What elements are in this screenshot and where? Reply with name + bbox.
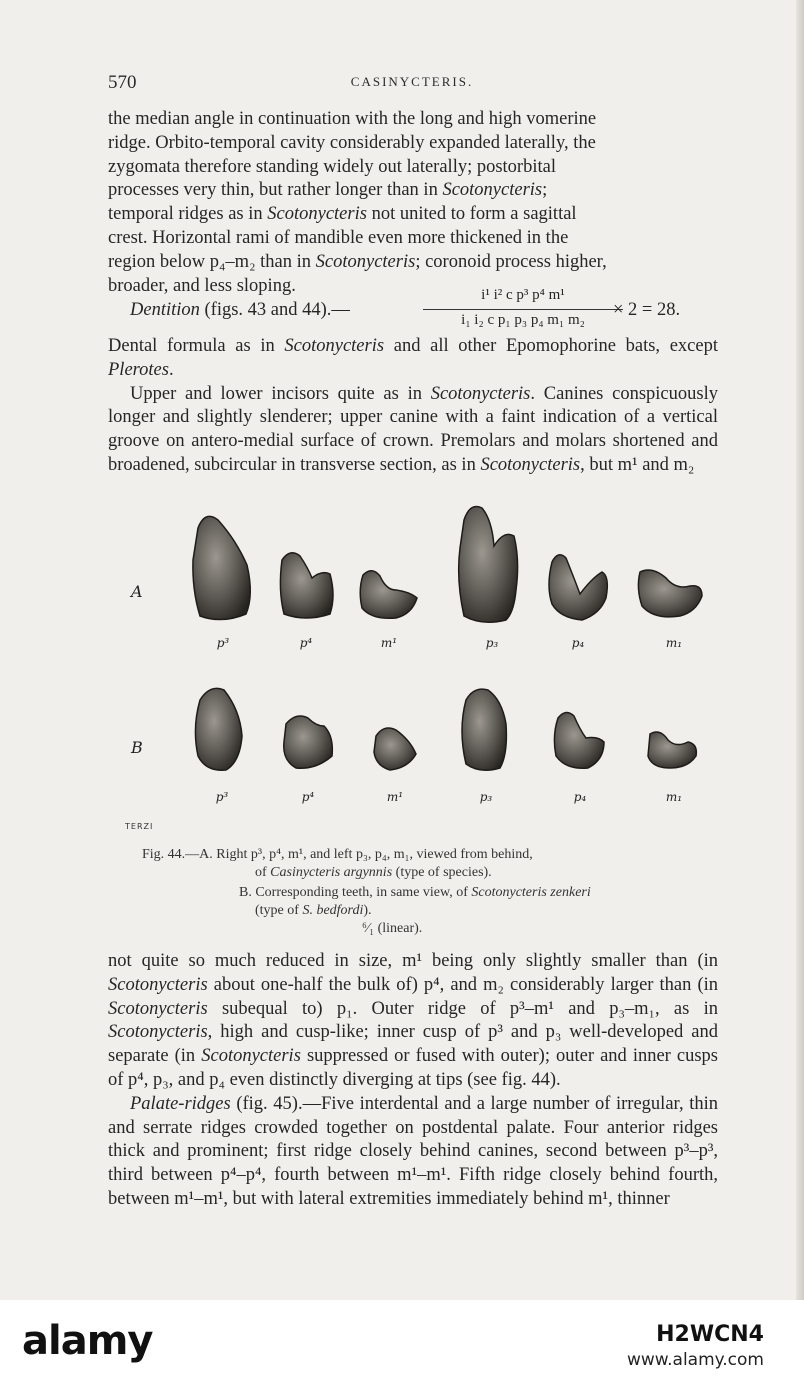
tooth-b-p3 [195,688,242,770]
tooth-label: m¹ [386,790,404,804]
page-number: 570 [108,72,137,93]
text-line: broader, and less sloping. [108,275,296,296]
tooth-label: p⁴ [301,790,315,804]
tooth-label: m¹ [380,636,398,650]
image-id: H2WCN4 [656,1322,764,1347]
tooth-a-m1-lower [638,570,702,617]
figure-caption-line: (type of S. bedfordi). [255,903,372,918]
artist-signature: TERZI [125,822,154,831]
figure-caption-line: of Casinycteris argynnis (type of species). [255,865,492,880]
row-label-b: B [131,738,143,757]
text-line: the median angle in continuation with the long and high vomerine [108,109,597,129]
tooth-a-p4 [280,553,333,618]
tooth-label: p₃ [485,636,499,650]
tooth-b-m1-lower [648,732,696,768]
tooth-label: p³ [215,790,229,804]
site-url: www.alamy.com [626,1350,764,1370]
formula-numerator: i¹ i² c p³ p⁴ m¹ [481,287,565,303]
text-line: region below p₄–m₂ than in Scotonycteris; coronoid process higher, [108,251,607,272]
text-line: ridge. Orbito-temporal cavity considerably expanded laterally, the [108,132,596,153]
tooth-a-p3 [193,516,250,619]
tooth-b-p4 [284,716,333,768]
figure-caption-line: Fig. 44.—A. Right p³, p⁴, m¹, and left p₃, p₄, m₁, viewed from behind, [142,847,533,862]
text-line: processes very thin, but rather longer than in Scotonycteris; [108,180,548,201]
tooth-label: p³ [216,636,230,650]
paragraph-dental-formula: Dental formula as in Scotonycteris and all other Epomophorine bats, except Plerotes. Upper and lower incisors quite as in Scotonycteris. Canines conspicuously longer and slightly slenderer; upper canine with a faint indication of a vertical groove on antero-medial surface of crown. Premolars and molars shortened and broadened, subcircular in transverse section, as in Scotonycteris, but m¹ and m₂ [108,336,718,475]
text-line: crest. Horizontal rami of mandible even more thickened in the [108,227,569,248]
tooth-label: p⁴ [299,636,313,650]
formula-label: Dentition (figs. 43 and 44).— [130,300,350,320]
alamy-logo: alamy [22,1318,153,1364]
figure-caption-line: ⁶⁄₁ (linear). [362,921,423,936]
tooth-label: p₄ [571,636,585,650]
tooth-a-m1 [360,571,417,619]
tooth-b-p3-lower [462,689,506,770]
tooth-b-p4-lower [554,712,604,768]
tooth-label: p₃ [479,790,493,804]
paragraph-teeth: not quite so much reduced in size, m¹ being only slightly smaller than (in Scotonycteris about one-half the bulk of) p⁴, and m₂ considerably larger than (in Scotonycteris subequal to) p₁. Outer ridge of p³–m¹ and p₃–m₁, as in Scotonycteris, high and cusp-like; inner cusp of p³ and p₃ well-developed and separate (in Scotonycteris suppressed or fused with outer); outer and inner cusps of p⁴, p₃, and p₄ even distinctly diverging at tips (see fig. 44). Palate-ridges (fig. 45).—Five interdental and a large number of irregular, thin and serrate ridges crowded together on postdental palate. Four anterior ridges thick and prominent; first ridge closely behind canines, second between p³–p³, third between p⁴–p⁴, fourth between m¹–m¹. Fifth ridge closely behind fourth, between m¹–m¹, but with lateral extremities immediately behind m¹, thinner [108,951,718,1209]
figure-caption-line: B. Corresponding teeth, in same view, of Scotonycteris zenkeri [239,885,591,900]
row-label-a: A [131,582,143,601]
formula-result: × 2 = 28. [613,300,681,320]
tooth-label: m₁ [665,790,683,804]
tooth-label: p₄ [573,790,587,804]
tooth-b-m1 [374,728,416,770]
text-line: zygomata therefore standing widely out laterally; postorbital [108,156,556,177]
text-line: temporal ridges as in Scotonycteris not united to form a sagittal [108,204,577,225]
tooth-label: m₁ [665,636,683,650]
tooth-a-p4-lower [549,555,607,620]
tooth-a-p3-lower [459,507,518,623]
formula-denominator: i₁ i₂ c p₁ p₃ p₄ m₁ m₂ [461,312,585,328]
running-title: CASINYCTERIS. [350,74,474,89]
